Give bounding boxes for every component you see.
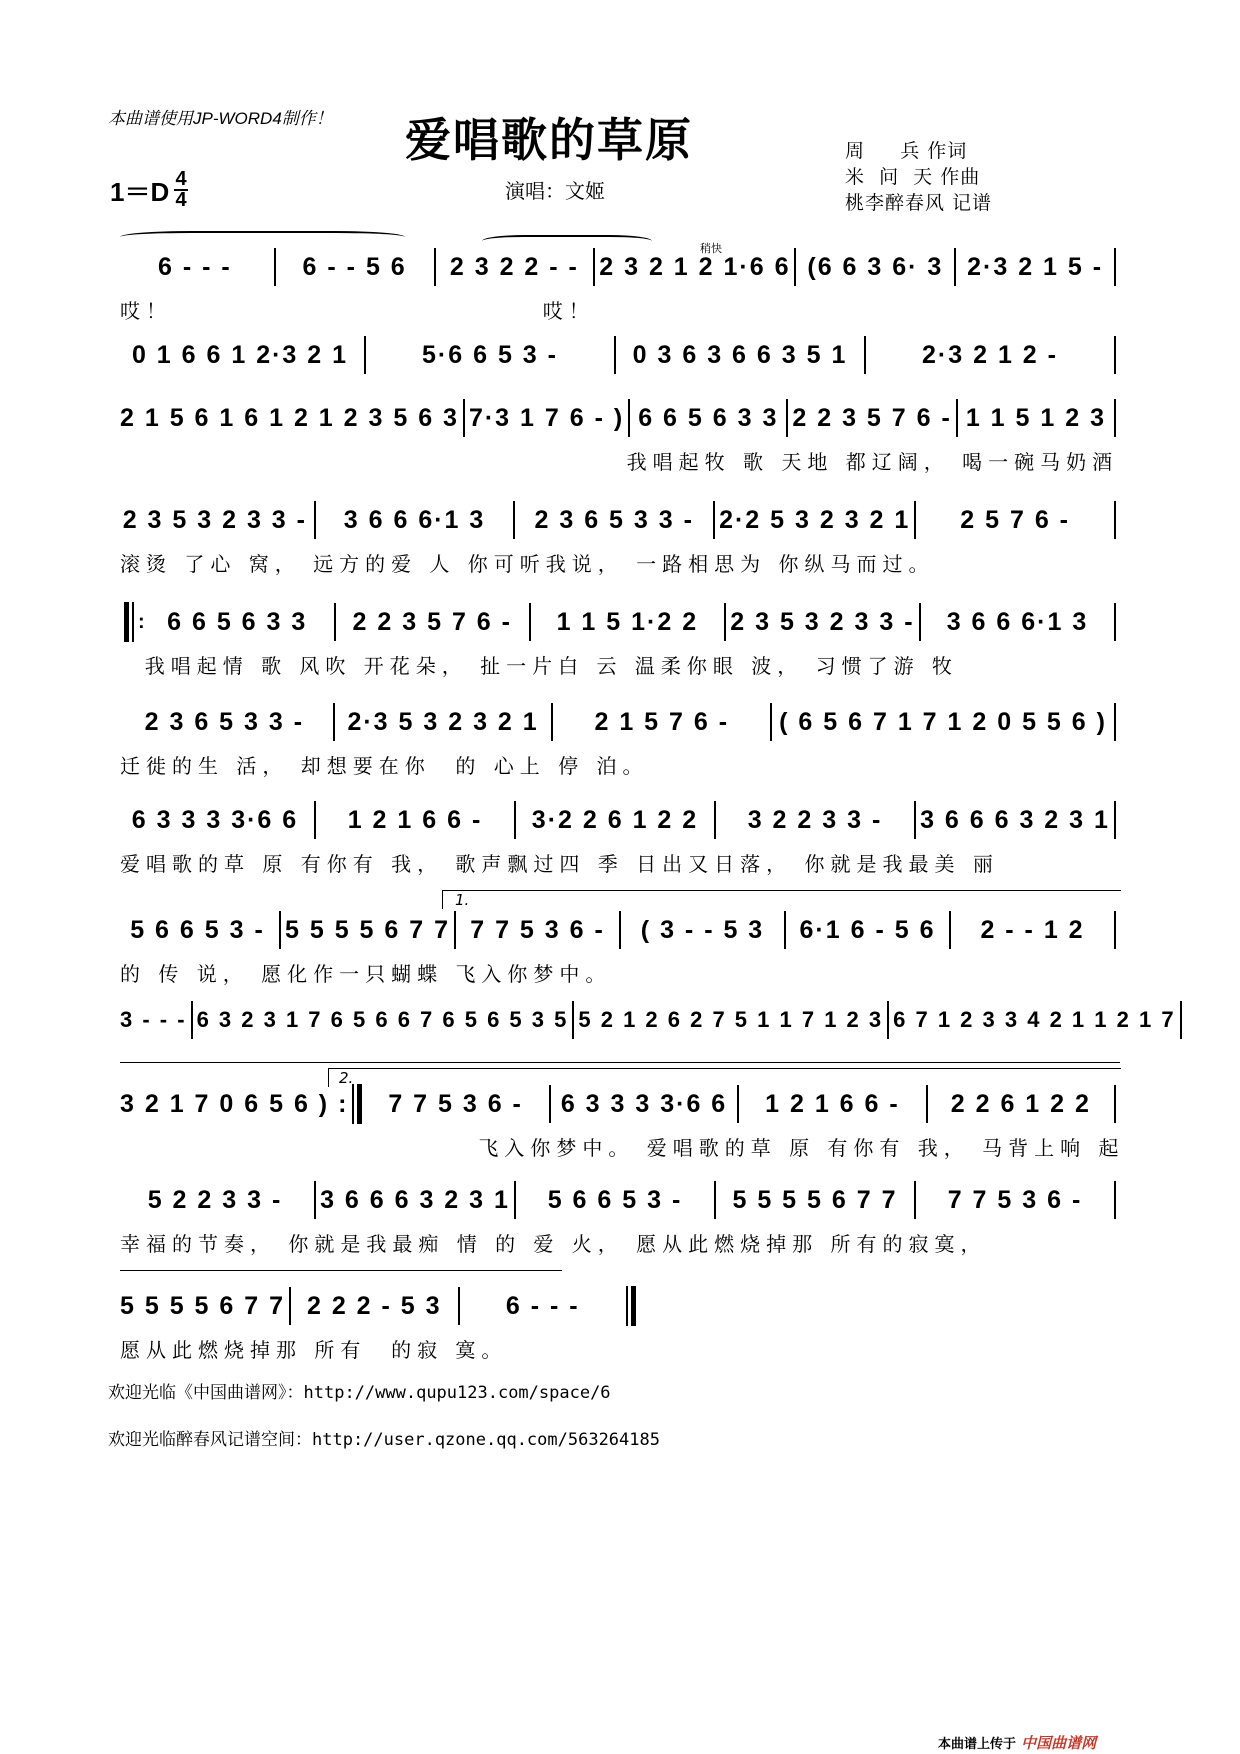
measure: 3 6 6 6 3 2 3 1 (920, 805, 1110, 834)
measure: 6 3 3 3 3·6 6 (131, 805, 299, 834)
footer-link-qupu[interactable]: 欢迎光临《中国曲谱网》：http://www.qupu123.com/space/6 (108, 1383, 611, 1403)
volta-second-ending: 2. (328, 1068, 1121, 1087)
measure: 2 3 2 2 - - (449, 252, 579, 281)
measure: 2 3 6 5 3 3 - (534, 505, 694, 534)
measure: 2 1 5 7 6 - (594, 707, 730, 736)
lyrics-line: 迁徙的生 活， 却想要在你 的 心上 停 泊。 (120, 754, 649, 778)
measure: 5 6 6 5 3 - (547, 1185, 683, 1214)
lyrics-line: 我唱起情 歌 风吹 开花朵， 扯一片白 云 温柔你眼 波， 习惯了游 牧 (120, 654, 958, 678)
tempo-mark: 稍快 (700, 242, 722, 255)
measure: 2·2 5 3 2 3 2 1 (719, 505, 911, 534)
measure: 5 6 6 5 3 - (130, 915, 265, 944)
measure: 5·6 6 5 3 - (422, 340, 558, 369)
measure: 6 3 2 3 1 7 6 5 6 6 7 6 5 6 5 3 5 (196, 1007, 569, 1032)
measure-row (120, 908, 1120, 952)
made-with-note: 本曲谱使用JP-WORD4制作！ (108, 109, 333, 128)
brand-text: 本曲谱上传于 (938, 1737, 1017, 1752)
measure: 1 1 5 1·2 2 (556, 607, 699, 636)
measure: 6 - - 5 6 (302, 252, 407, 281)
measure: 3 6 6 6 3 2 3 1 (320, 1185, 510, 1214)
measure: 2 3 5 3 2 3 3 - (730, 607, 915, 636)
measure: ( 3 - - 5 3 (640, 915, 765, 944)
measure: 7 7 5 3 6 - (388, 1089, 523, 1118)
measure-row (120, 998, 1176, 1042)
measure: 2·3 5 3 2 3 2 1 (347, 707, 539, 736)
measure: 0 1 6 6 1 2·3 2 1 (131, 340, 349, 369)
measure: 1 2 1 6 6 - (347, 805, 483, 834)
measure: (6 6 3 6· 3 (807, 252, 944, 281)
measure-row (120, 245, 1120, 289)
measure-row (120, 1284, 640, 1328)
measure: 7 7 5 3 6 - (470, 915, 605, 944)
lyrics-line: 我唱起牧 歌 天地 都辽阔， 喝一碗马奶酒 (120, 450, 1119, 474)
measure: 2 - - 1 2 (980, 915, 1085, 944)
measure-row (120, 396, 1120, 440)
measure: 2 3 5 3 2 3 3 - (122, 505, 307, 534)
measure: 3 6 6 6·1 3 (946, 607, 1089, 636)
measure: 1 1 5 1 2 3 (965, 403, 1106, 432)
footer-link-qzone[interactable]: 欢迎光临醉春风记谱空间：http://user.qzone.qq.com/563264185 (108, 1430, 660, 1450)
measure: 3 - - - (120, 1007, 187, 1032)
measure: 6 3 3 3 3·6 6 (560, 1089, 728, 1118)
lyrics-line: 爱唱歌的草 原 有你有 我， 歌声飘过四 季 日出又日落， 你就是我最美 丽 (120, 852, 999, 876)
singer-credit: 演唱：文姬 (505, 179, 605, 203)
measure: 7 7 5 3 6 - (947, 1185, 1083, 1214)
measure: 3 2 1 7 0 6 5 6 ) : (120, 1089, 349, 1118)
measure: 2 2 6 1 2 2 (950, 1089, 1091, 1118)
measure: 2 2 3 5 7 6 - (792, 403, 952, 432)
measure: 7·3 1 7 6 - ) (468, 403, 625, 432)
measure-row (120, 1082, 1120, 1126)
lyrics-line: 愿从此燃烧掉那 所有 的寂 寞。 (120, 1338, 508, 1362)
measure: 3 2 2 3 3 - (747, 805, 883, 834)
brand-logo: 中国曲谱网 (1021, 1734, 1097, 1752)
lyrics-line: 幸福的节奏， 你就是我最痴 情 的 爱 火， 愿从此燃烧掉那 所有的寂寞， (120, 1232, 987, 1256)
lyrics-line: 哎！ 哎！ (120, 299, 595, 323)
measure: 2·3 2 1 5 - (967, 252, 1104, 281)
measure: 2·3 2 1 2 - (922, 340, 1058, 369)
lyrics-line: 滚烫 了心 窝， 远方的爱 人 你可听我说， 一路相思为 你纵马而过。 (120, 552, 935, 576)
measure-row (120, 333, 1120, 377)
measure: 2 1 5 6 1 6 1 2 1 2 3 5 6 3 (120, 403, 459, 432)
site-brand (938, 1732, 1096, 1753)
composer-credit: 米 问 天 作曲 (845, 166, 981, 188)
measure: 5 5 5 5 6 7 7 (285, 915, 451, 944)
measure-row (120, 1178, 1120, 1222)
measure: 6 7 1 2 3 3 4 2 1 1 2 1 7 (893, 1007, 1176, 1032)
measure: 6 - - - (158, 252, 232, 281)
measure-row (120, 700, 1120, 744)
measure: 1 2 1 6 6 - (765, 1089, 900, 1118)
measure-row (120, 498, 1120, 542)
measure: 2 2 3 5 7 6 - (352, 607, 512, 636)
measure: 5 2 2 3 3 - (147, 1185, 283, 1214)
key-signature: 1＝D (110, 177, 170, 207)
measure: 2 3 6 5 3 3 - (144, 707, 305, 736)
lyricist-credit: 周 兵 作词 (845, 140, 968, 162)
time-signature-bottom: 4 (175, 189, 187, 211)
measure: 5 2 1 2 6 2 7 5 1 1 7 1 2 3 (578, 1007, 884, 1032)
transcriber-credit: 桃李醉春风 记谱 (845, 192, 993, 214)
measure: 2 3 2 1 2 1·6 6 (599, 252, 791, 281)
measure: 2 5 7 6 - (960, 505, 1070, 534)
measure: 3·2 2 6 1 2 2 (531, 805, 699, 834)
measure-row: : 6 6 5 6 3 3 2 2 3 5 7 6 - 1 1 5 1·2 2 2 3 5 3 2 3 3 - 3 6 6 6·1 3 (120, 600, 1120, 644)
measure: 5 5 5 5 6 7 7 (732, 1185, 898, 1214)
measure-row (120, 798, 1120, 842)
measure: 6 6 5 6 3 3 (638, 403, 779, 432)
measure: 0 3 6 3 6 6 3 5 1 (632, 340, 848, 369)
time-signature (174, 170, 188, 209)
lyrics-line: 的 传 说， 愿化作一只蝴蝶 飞入你梦中。 (120, 962, 612, 986)
time-signature-top: 4 (175, 168, 187, 190)
measure: ( 6 5 6 7 1 7 1 2 0 5 5 6 ) (779, 707, 1107, 736)
measure: 6·1 6 - 5 6 (799, 915, 936, 944)
lyrics-line: 飞入你梦中。 爱唱歌的草 原 有你有 我， 马背上响 起 (120, 1136, 1125, 1160)
measure: 6 6 5 6 3 3 (167, 607, 308, 636)
volta-first-ending: 1. (442, 890, 1121, 909)
measure: 3 6 6 6·1 3 (343, 505, 486, 534)
measure: 2 2 2 - 5 3 (306, 1291, 442, 1320)
measure: 6 - - - (505, 1291, 580, 1320)
measure: 5 5 5 5 6 7 7 (120, 1291, 286, 1320)
song-title: 爱唱歌的草原 (405, 113, 693, 167)
